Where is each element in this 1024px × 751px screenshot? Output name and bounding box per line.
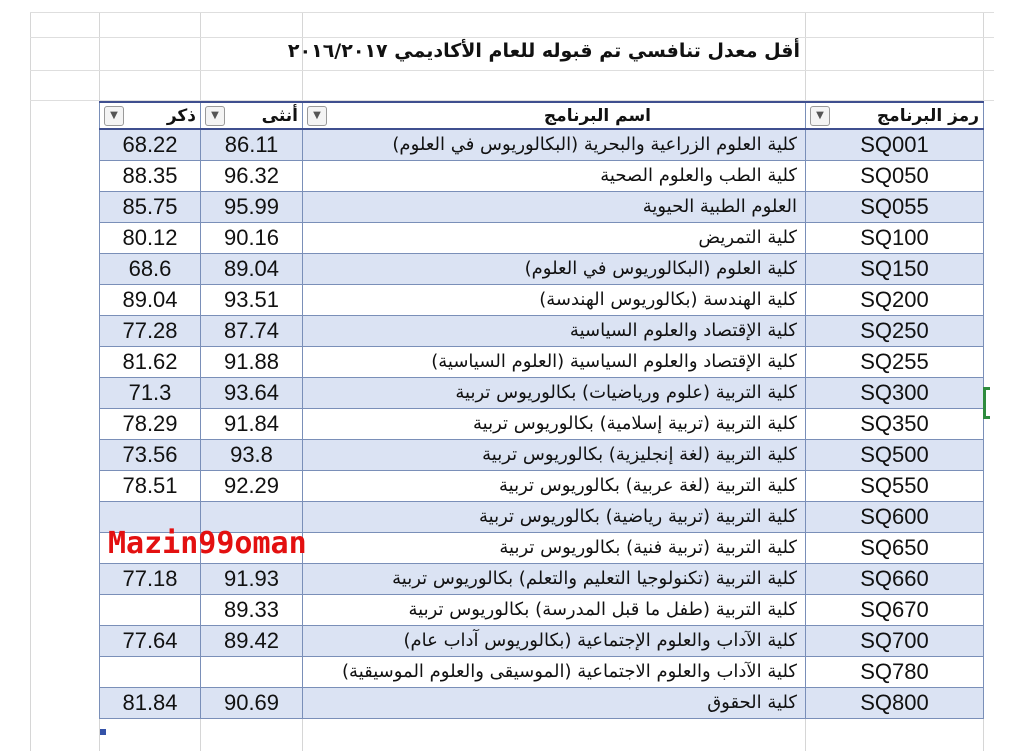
cell-male[interactable]: 85.75 (100, 191, 201, 222)
grid-line (30, 12, 31, 751)
watermark-text: Mazin99oman (108, 526, 307, 561)
cell-program-name[interactable]: كلية الآداب والعلوم الاجتماعية (الموسيقى والعلوم الموسيقية) (303, 656, 806, 687)
cell-program-name[interactable]: كلية التربية (تربية إسلامية) بكالوريوس تربية (303, 408, 806, 439)
cell-female[interactable]: 91.84 (201, 408, 303, 439)
table-row (100, 284, 984, 315)
cell-female[interactable]: 91.93 (201, 563, 303, 594)
cell-program-code[interactable]: SQ550 (806, 470, 984, 501)
cell-program-code[interactable]: SQ250 (806, 315, 984, 346)
cell-program-name[interactable]: كلية الطب والعلوم الصحية (303, 160, 806, 191)
cell-program-code[interactable]: SQ800 (806, 687, 984, 718)
cell-program-name[interactable]: كلية التربية (لغة إنجليزية) بكالوريوس تربية (303, 439, 806, 470)
table-row (100, 687, 984, 718)
cell-program-code[interactable]: SQ150 (806, 253, 984, 284)
cell-female[interactable]: 93.51 (201, 284, 303, 315)
cell-program-code[interactable]: SQ500 (806, 439, 984, 470)
table-row (100, 408, 984, 439)
cell-program-name[interactable]: كلية التمريض (303, 222, 806, 253)
cell-program-code[interactable]: SQ050 (806, 160, 984, 191)
cell-program-name[interactable]: كلية التربية (علوم ورياضيات) بكالوريوس تربية (303, 377, 806, 408)
table-row (100, 160, 984, 191)
cell-program-name[interactable]: كلية الآداب والعلوم الإجتماعية (بكالوريوس آداب عام) (303, 625, 806, 656)
cell-male[interactable]: 81.62 (100, 346, 201, 377)
cell-male[interactable]: 71.3 (100, 377, 201, 408)
grid-line (30, 70, 994, 71)
table-row (100, 315, 984, 346)
filter-dropdown-icon[interactable]: ▼ (104, 106, 124, 126)
program-table (99, 101, 984, 719)
cell-male[interactable]: 77.18 (100, 563, 201, 594)
cell-female[interactable]: 92.29 (201, 470, 303, 501)
cell-program-code[interactable]: SQ700 (806, 625, 984, 656)
cell-female[interactable]: 95.99 (201, 191, 303, 222)
cell-female[interactable]: 86.11 (201, 129, 303, 160)
table-row (100, 594, 984, 625)
cell-female[interactable]: 89.04 (201, 253, 303, 284)
cell-male[interactable] (100, 594, 201, 625)
cell-program-name[interactable]: كلية العلوم (البكالوريوس في العلوم) (303, 253, 806, 284)
cell-male[interactable]: 77.28 (100, 315, 201, 346)
cell-male[interactable]: 78.29 (100, 408, 201, 439)
cell-program-name[interactable]: كلية الهندسة (بكالوريوس الهندسة) (303, 284, 806, 315)
cell-program-code[interactable]: SQ001 (806, 129, 984, 160)
cell-program-name[interactable]: كلية التربية (تكنولوجيا التعليم والتعلم) بكالوريوس تربية (303, 563, 806, 594)
cell-program-name[interactable]: كلية التربية (لغة عربية) بكالوريوس تربية (303, 470, 806, 501)
cell-male[interactable]: 73.56 (100, 439, 201, 470)
cell-program-code[interactable]: SQ660 (806, 563, 984, 594)
table-row (100, 346, 984, 377)
cell-program-name[interactable]: كلية الحقوق (303, 687, 806, 718)
cell-female[interactable]: 91.88 (201, 346, 303, 377)
cell-program-code[interactable]: SQ600 (806, 501, 984, 532)
cell-male[interactable]: 88.35 (100, 160, 201, 191)
table-row (100, 470, 984, 501)
cell-program-name[interactable]: كلية التربية (تربية رياضية) بكالوريوس تربية (303, 501, 806, 532)
cell-male[interactable] (100, 656, 201, 687)
filter-dropdown-icon[interactable]: ▼ (205, 106, 225, 126)
cell-female[interactable]: 90.69 (201, 687, 303, 718)
cell-program-name[interactable]: كلية الإقتصاد والعلوم السياسية (303, 315, 806, 346)
cell-program-name[interactable]: كلية التربية (تربية فنية) بكالوريوس تربية (303, 532, 806, 563)
cell-program-name[interactable]: كلية العلوم الزراعية والبحرية (البكالوريوس في العلوم) (303, 129, 806, 160)
cell-program-code[interactable]: SQ055 (806, 191, 984, 222)
cell-program-code[interactable]: SQ650 (806, 532, 984, 563)
cell-program-code[interactable]: SQ100 (806, 222, 984, 253)
table-row (100, 129, 984, 160)
table-row (100, 222, 984, 253)
cell-program-name[interactable]: كلية التربية (طفل ما قبل المدرسة) بكالوريوس تربية (303, 594, 806, 625)
table-row (100, 563, 984, 594)
table-row (100, 191, 984, 222)
cell-program-name[interactable]: كلية الإقتصاد والعلوم السياسية (العلوم السياسية) (303, 346, 806, 377)
cell-program-code[interactable]: SQ300 (806, 377, 984, 408)
cell-male[interactable]: 77.64 (100, 625, 201, 656)
cell-female[interactable]: 89.33 (201, 594, 303, 625)
cell-female[interactable]: 87.74 (201, 315, 303, 346)
sheet-title: أقل معدل تنافسي تم قبوله للعام الأكاديمي ٢٠١٦/٢٠١٧ (287, 40, 800, 62)
cell-female[interactable]: 93.8 (201, 439, 303, 470)
cell-male[interactable]: 81.84 (100, 687, 201, 718)
cell-female[interactable] (201, 656, 303, 687)
cell-program-code[interactable]: SQ350 (806, 408, 984, 439)
cell-female[interactable]: 90.16 (201, 222, 303, 253)
cell-male[interactable]: 68.22 (100, 129, 201, 160)
table-header-row (100, 102, 984, 129)
table-row (100, 439, 984, 470)
filter-dropdown-icon[interactable]: ▼ (810, 106, 830, 126)
cell-program-code[interactable]: SQ670 (806, 594, 984, 625)
cell-female[interactable]: 96.32 (201, 160, 303, 191)
table-row (100, 625, 984, 656)
cell-male[interactable]: 78.51 (100, 470, 201, 501)
grid-line (30, 12, 994, 13)
fill-handle[interactable] (100, 729, 106, 735)
table-row (100, 377, 984, 408)
header-program-name[interactable]: ▼ اسم البرنامج (303, 102, 806, 129)
cell-program-code[interactable]: SQ200 (806, 284, 984, 315)
cell-female[interactable]: 93.64 (201, 377, 303, 408)
cell-male[interactable]: 89.04 (100, 284, 201, 315)
table-row (100, 253, 984, 284)
header-female[interactable]: ▼ أنثى (201, 102, 303, 129)
filter-dropdown-icon[interactable]: ▼ (307, 106, 327, 126)
header-male[interactable]: ▼ ذكر (100, 102, 201, 129)
table-row (100, 656, 984, 687)
cell-selection-marker (983, 387, 990, 419)
cell-male[interactable]: 68.6 (100, 253, 201, 284)
cell-program-code[interactable]: SQ780 (806, 656, 984, 687)
header-program-code[interactable]: ▼ رمز البرنامج (806, 102, 984, 129)
cell-program-name[interactable]: العلوم الطبية الحيوية (303, 191, 806, 222)
cell-female[interactable]: 89.42 (201, 625, 303, 656)
cell-male[interactable]: 80.12 (100, 222, 201, 253)
cell-program-code[interactable]: SQ255 (806, 346, 984, 377)
